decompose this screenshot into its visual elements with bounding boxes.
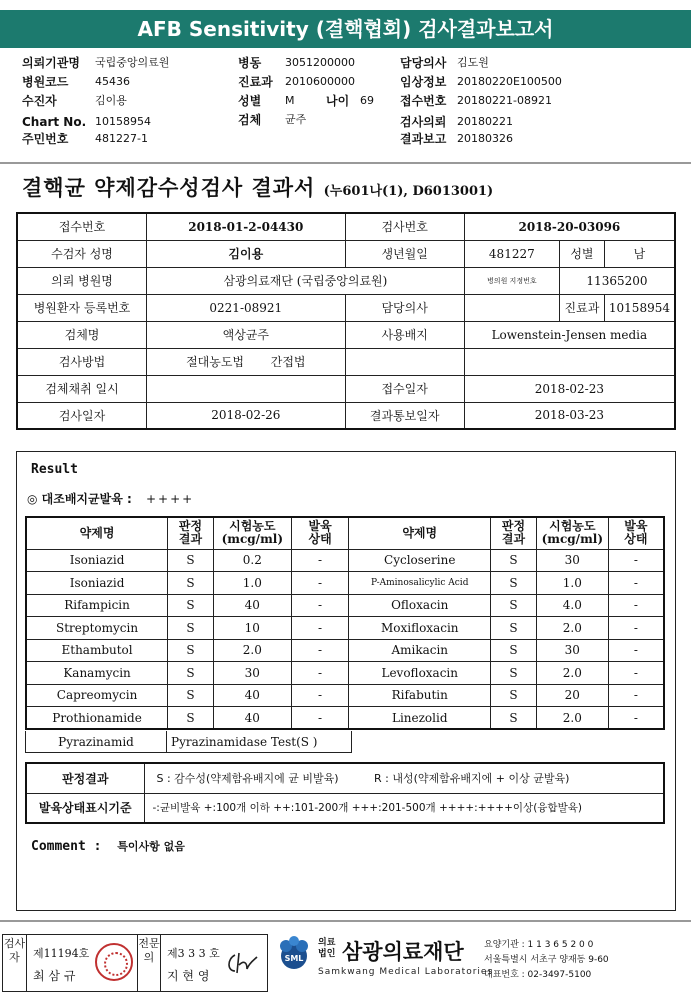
meta-label: 진료과 [559,294,604,321]
test-no: 2018-20-03096 [464,213,675,240]
meta-label: 병의원 지정번호 [464,267,559,294]
info-value: 20180220E100500 [457,75,562,88]
info-value: 국립중앙의료원 [95,56,170,69]
meta-label: 접수번호 [17,213,147,240]
test-date: 2018-02-26 [147,402,346,429]
drug-name: Isoniazid [26,549,168,572]
designated-no: 11365200 [559,267,675,294]
info-label: 주민번호 [22,132,69,146]
culture-medium: Lowenstein-Jensen media [464,321,675,348]
drug-name: Moxifloxacin [349,617,491,640]
meta-label: 의뢰 병원명 [17,267,147,294]
empty-cell [345,348,464,375]
growth-status: - [608,662,664,685]
specimen-name: 액상균주 [147,321,346,348]
header-drug: 약제명 [349,517,491,549]
comment-label: Comment : [31,839,102,854]
legend-growth-text: -:균비발육 +:100개 이하 ++:101-200개 +++:201-500개 ++++:++++이상(융합발육) [144,793,664,823]
info-label: 의뢰기관명 [22,56,80,70]
growth-status: - [608,707,664,730]
info-value: 481227-1 [95,132,148,145]
comment-value: 특이사항 없음 [117,840,185,853]
growth-status: - [291,549,349,572]
drug-row [26,549,664,572]
org-english-name: Samkwang Medical Laboratories [318,967,494,977]
growth-status: - [608,549,664,572]
judge-result: S [491,549,537,572]
meta-label: 검사번호 [345,213,464,240]
test-concentration: 30 [536,549,608,572]
seal-stamp [95,943,133,981]
control-growth [27,490,194,507]
growth-status: - [291,617,349,640]
header-conc: 시험농도 (mcg/ml) [536,517,608,549]
chart-no: 10158954 [604,294,675,321]
judge-result: S [168,549,214,572]
org-logo [272,934,316,984]
info-label: 검체 [238,113,262,127]
info-label: 접수번호 [400,94,447,108]
meta-label: 결과통보일자 [345,402,464,429]
logo-text: SML [284,954,304,963]
drug-name: Ethambutol [26,639,168,662]
growth-status: - [608,639,664,662]
drug-row [26,662,664,685]
control-value: ++++ [145,492,195,506]
drug-name: Capreomycin [26,684,168,707]
signature-mark [225,949,259,977]
report-code: (누601나(1), D6013001) [323,184,494,199]
drug-name: Prothionamide [26,707,168,730]
legend-table [25,762,665,824]
judge-result: S [168,594,214,617]
growth-status: - [291,662,349,685]
result-section [16,451,676,911]
growth-status: - [291,639,349,662]
meta-label: 수검자 성명 [17,240,147,267]
judge-result: S [491,707,537,730]
method-2: 간접법 [270,355,306,369]
legend-judge-s: S : 감수성(약제함유배지에 균 비발육) [156,772,339,786]
meta-table [16,212,676,430]
judge-result: S [168,617,214,640]
info-value: 2010600000 [285,75,355,88]
judge-result: S [168,639,214,662]
test-concentration: 0.2 [213,549,291,572]
report-header-title: AFB Sensitivity (결핵협회) 검사결과보고서 [0,10,691,48]
judge-result: S [168,572,214,595]
growth-status: - [608,684,664,707]
info-value: 20180326 [457,132,513,145]
meta-label: 검체채취 일시 [17,375,147,402]
org-address: 서울특별시 서초구 양재동 9-60 [484,955,609,965]
test-concentration: 4.0 [536,594,608,617]
info-label: 수진자 [22,94,57,108]
info-label: 임상정보 [400,75,447,89]
info-value: 김이용 [95,94,127,107]
divider [0,162,691,164]
info-label: Chart No. [22,115,87,129]
drug-name: Isoniazid [26,572,168,595]
judge-result: S [491,594,537,617]
info-value: 20180221 [457,115,513,128]
info-label: 결과보고 [400,132,447,146]
org-code: 요양기관 : 1 1 3 6 5 2 0 0 [484,940,594,950]
notify-date: 2018-03-23 [464,402,675,429]
judge-result: S [491,639,537,662]
drug-name: Levofloxacin [349,662,491,685]
method-cell [147,348,346,375]
info-value: 3051200000 [285,56,355,69]
meta-label: 병원환자 등록번호 [17,294,147,321]
test-concentration: 2.0 [213,639,291,662]
sex: 남 [604,240,675,267]
comment [31,838,185,854]
info-label: 진료과 [238,75,273,89]
info-label: 병원코드 [22,75,69,89]
method-1: 절대농도법 [186,355,245,369]
drug-name: Amikacin [349,639,491,662]
drug-name: Streptomycin [26,617,168,640]
inspector-license: 제11194호 [33,947,90,960]
meta-label: 검사일자 [17,402,147,429]
judge-result: S [168,662,214,685]
drug-row [26,572,664,595]
meta-label: 생년월일 [345,240,464,267]
hospital-name: 삼광의료재단 (국립중앙의료원) [147,267,465,294]
judge-result: S [168,684,214,707]
header-conc: 시험농도 (mcg/ml) [213,517,291,549]
receipt-no: 2018-01-2-04430 [147,213,346,240]
info-value: 김도원 [457,56,489,69]
growth-status: - [608,594,664,617]
info-label: 검사의뢰 [400,115,447,129]
doctor-name [464,294,559,321]
judge-result: S [491,572,537,595]
header-drug: 약제명 [26,517,168,549]
result-title: Result [31,462,78,477]
report-title [22,172,493,202]
meta-label: 사용배지 [345,321,464,348]
test-concentration: 30 [536,639,608,662]
growth-status: - [608,572,664,595]
org-name: 삼광의료재단 [342,940,464,964]
divider [0,920,691,922]
info-value: 균주 [285,113,307,126]
drug-row [26,594,664,617]
drug-name: Kanamycin [26,662,168,685]
growth-status: - [291,572,349,595]
info-value: 69 [360,94,374,107]
legend-judge-values [144,763,664,793]
drug-name: Rifampicin [26,594,168,617]
registration-no: 0221-08921 [147,294,346,321]
legend-judge-label: 판정결과 [26,763,144,793]
meta-label: 검사방법 [17,348,147,375]
growth-status: - [291,707,349,730]
header-judge: 판정 결과 [168,517,214,549]
org-contact [484,938,609,983]
birth-date: 481227 [464,240,559,267]
judge-result: S [491,617,537,640]
meta-label: 검체명 [17,321,147,348]
org-phone: 대표번호 : 02-3497-5100 [484,970,592,980]
growth-status: - [608,617,664,640]
info-value: 10158954 [95,115,151,128]
drug-name: P-Aminosalicylic Acid [349,572,491,595]
control-label: ◎ 대조배지균발육 : [27,492,132,506]
header-growth: 발육 상태 [291,517,349,549]
header-growth: 발육 상태 [608,517,664,549]
drug-name: Cycloserine [349,549,491,572]
pathologist-name: 지 현 영 [167,969,210,983]
test-concentration: 2.0 [536,662,608,685]
patient-info-block [0,55,691,159]
empty-cell [464,348,675,375]
test-concentration: 10 [213,617,291,640]
info-label: 성별 [238,94,262,108]
judge-result: S [491,684,537,707]
info-value: 45436 [95,75,130,88]
header-judge: 판정 결과 [491,517,537,549]
org-kind: 의료법인 [318,938,336,959]
test-concentration: 1.0 [213,572,291,595]
judge-result: S [491,662,537,685]
drug-row [26,617,664,640]
report-title-text: 결핵균 약제감수성검사 결과서 [22,175,316,200]
drug-name: Ofloxacin [349,594,491,617]
inspector-name: 최 삼 규 [33,969,76,983]
growth-status: - [291,684,349,707]
drug-row [26,684,664,707]
info-value: 20180221-08921 [457,94,552,107]
drug-name: Linezolid [349,707,491,730]
pyrazinamid-drug: Pyrazinamid [25,731,167,753]
info-label: 담당의사 [400,56,447,70]
meta-label: 담당의사 [345,294,464,321]
info-value: M [285,94,295,107]
info-label: 나이 [326,94,350,108]
inspector-label: 검사자 [3,935,27,991]
pathologist-label: 전문의 [137,935,161,991]
received-date: 2018-02-23 [464,375,675,402]
info-label: 병동 [238,56,262,70]
test-concentration: 40 [213,594,291,617]
legend-growth-label: 발육상태표시기준 [26,793,144,823]
drug-row [26,639,664,662]
test-concentration: 1.0 [536,572,608,595]
drug-row [26,707,664,730]
growth-status: - [291,594,349,617]
meta-label: 성별 [559,240,604,267]
collect-date [147,375,346,402]
pyrazinamid-test: Pyrazinamidase Test(S ) [166,731,352,753]
signature-box [2,934,268,992]
test-concentration: 40 [213,707,291,730]
judge-result: S [168,707,214,730]
test-concentration: 40 [213,684,291,707]
meta-label: 접수일자 [345,375,464,402]
patient-name: 김이용 [147,240,346,267]
drug-table [25,516,665,730]
pathologist-license: 제3 3 3 호 [167,947,220,960]
test-concentration: 30 [213,662,291,685]
test-concentration: 2.0 [536,617,608,640]
legend-judge-r: R : 내성(약제함유배지에 + 이상 균발육) [374,772,570,786]
test-concentration: 2.0 [536,707,608,730]
drug-name: Rifabutin [349,684,491,707]
test-concentration: 20 [536,684,608,707]
